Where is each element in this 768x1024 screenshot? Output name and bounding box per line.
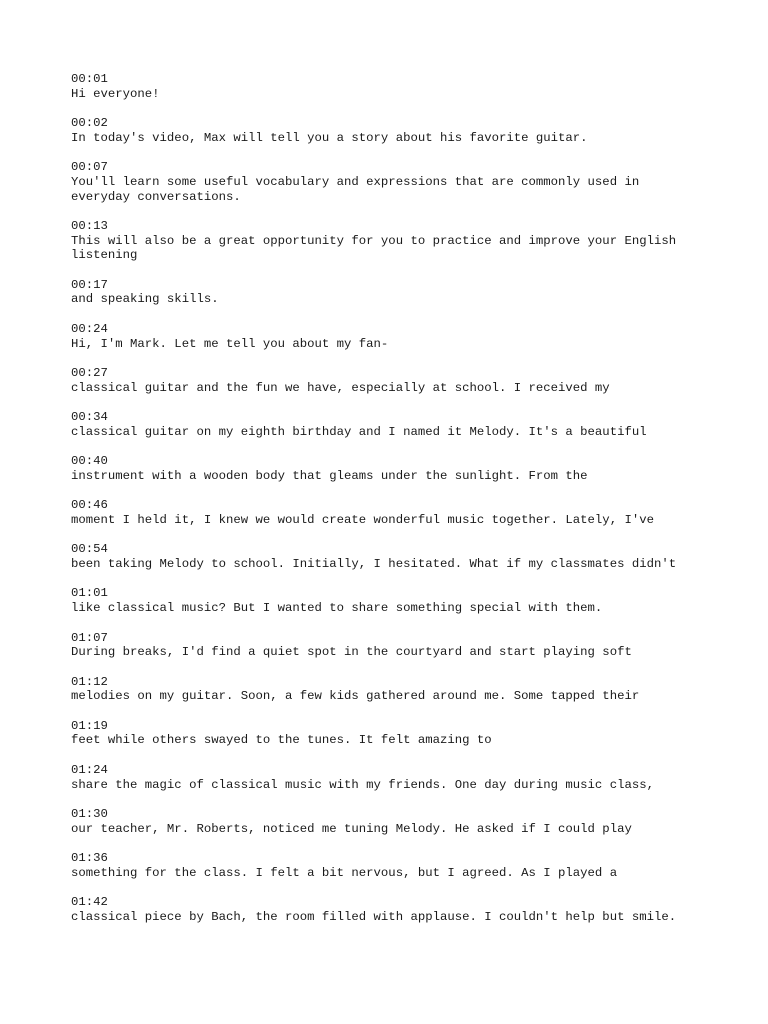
transcript-document (71, 72, 701, 939)
timestamp: 01:24 (71, 762, 108, 777)
timestamp: 01:07 (71, 630, 108, 645)
timestamp: 00:27 (71, 365, 108, 380)
timestamp: 00:46 (71, 498, 108, 513)
timestamp: 00:02 (71, 116, 108, 131)
transcript-entry (71, 72, 701, 101)
timestamp: 01:30 (71, 806, 108, 821)
transcript-entry (71, 410, 701, 439)
caption-text: classical guitar and the fun we have, especially at school. I received my (71, 380, 610, 395)
transcript-entry (71, 851, 701, 880)
timestamp: 01:36 (71, 851, 108, 865)
timestamp: 00:54 (71, 542, 108, 557)
caption-text: our teacher, Mr. Roberts, noticed me tuning Melody. He asked if I could play (71, 821, 632, 836)
timestamp: 00:01 (71, 72, 108, 86)
transcript-entry (71, 219, 701, 263)
timestamp: 00:13 (71, 218, 108, 233)
transcript-entry (71, 322, 701, 351)
timestamp: 00:40 (71, 454, 108, 469)
caption-text: Hi everyone! (71, 86, 160, 101)
caption-text: been taking Melody to school. Initially, I hesitated. What if my classmates didn't (71, 557, 677, 572)
timestamp: 00:17 (71, 277, 108, 292)
caption-text: share the magic of classical music with my friends. One day during music class, (71, 777, 654, 792)
transcript-entry (71, 586, 701, 615)
caption-text: and speaking skills. (71, 292, 219, 307)
transcript-entry (71, 542, 701, 571)
caption-text: classical guitar on my eighth birthday and I named it Melody. It's a beautiful (71, 424, 647, 439)
transcript-entry (71, 719, 701, 748)
caption-text: something for the class. I felt a bit nervous, but I agreed. As I played a (71, 865, 618, 880)
caption-text: moment I held it, I knew we would create wonderful music together. Lately, I've (71, 512, 654, 527)
timestamp: 00:07 (71, 160, 108, 175)
caption-text: In today's video, Max will tell you a story about his favorite guitar. (71, 130, 588, 145)
caption-text: You'll learn some useful vocabulary and expressions that are commonly used in everyday conversations. (71, 174, 640, 204)
caption-text: like classical music? But I wanted to share something special with them. (71, 601, 603, 616)
transcript-entry (71, 278, 701, 307)
transcript-entry (71, 675, 701, 704)
caption-text: melodies on my guitar. Soon, a few kids gathered around me. Some tapped their (71, 689, 640, 704)
caption-text: During breaks, I'd find a quiet spot in the courtyard and start playing soft (71, 645, 632, 660)
transcript-entry (71, 807, 701, 836)
timestamp: 01:42 (71, 895, 108, 910)
transcript-entry (71, 631, 701, 660)
caption-text: This will also be a great opportunity for you to practice and improve your English listening (71, 233, 677, 263)
timestamp: 01:01 (71, 586, 108, 601)
timestamp: 01:12 (71, 674, 108, 689)
caption-text: feet while others swayed to the tunes. It felt amazing to (71, 733, 492, 748)
timestamp: 00:34 (71, 410, 108, 425)
caption-text: classical piece by Bach, the room filled with applause. I couldn't help but smile. (71, 909, 677, 924)
timestamp: 00:24 (71, 321, 108, 336)
transcript-entry (71, 116, 701, 145)
transcript-entry (71, 763, 701, 792)
caption-text: instrument with a wooden body that gleams under the sunlight. From the (71, 468, 588, 483)
timestamp: 01:19 (71, 718, 108, 733)
transcript-entry (71, 895, 701, 924)
transcript-entry (71, 160, 701, 204)
transcript-entry (71, 498, 701, 527)
caption-text: Hi, I'm Mark. Let me tell you about my fan- (71, 336, 389, 351)
transcript-entry (71, 366, 701, 395)
transcript-entry (71, 454, 701, 483)
